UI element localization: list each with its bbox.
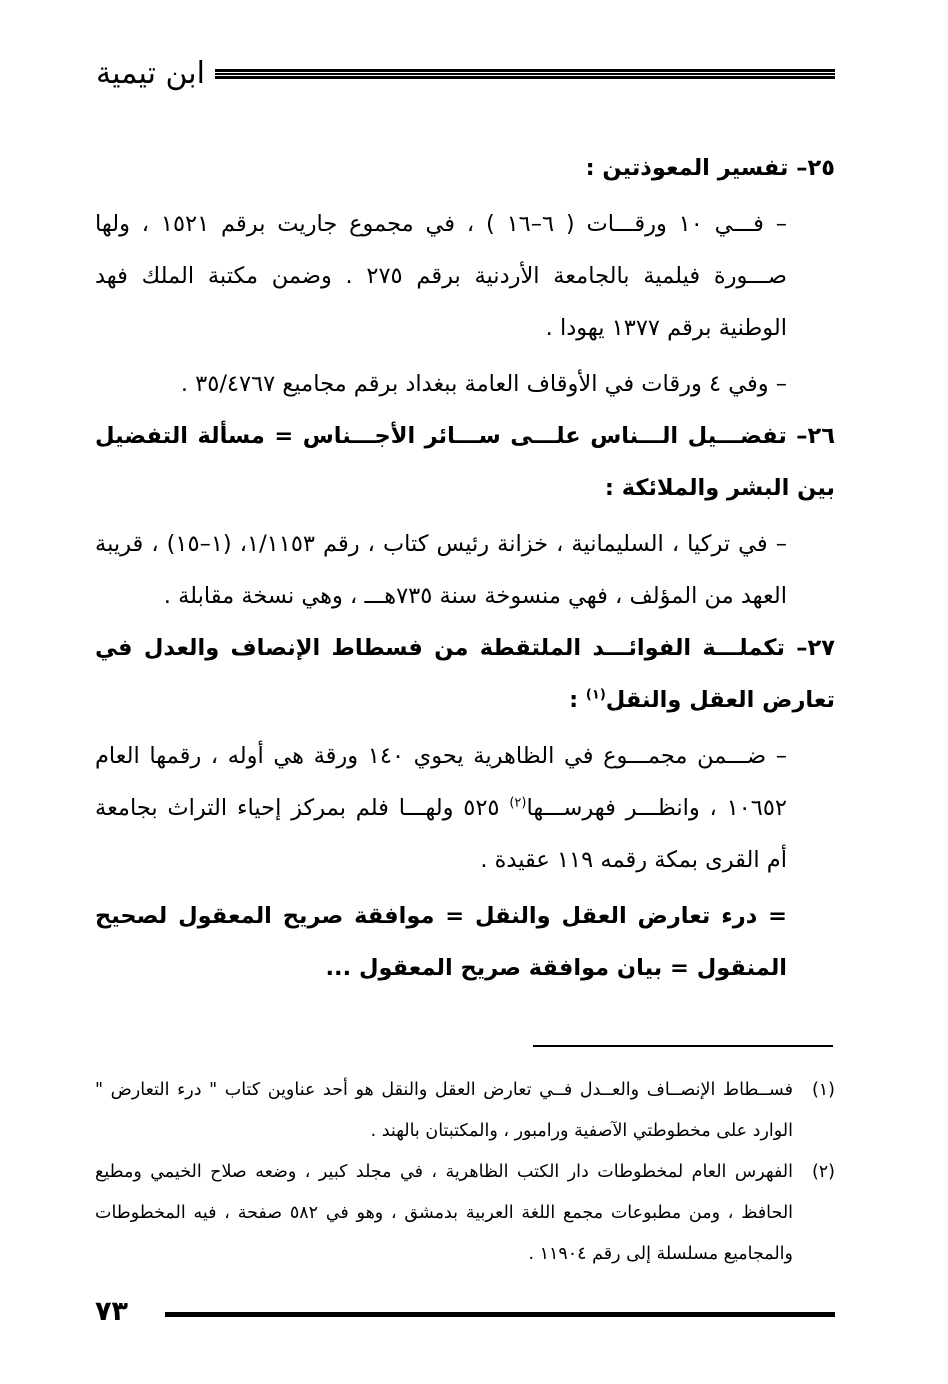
page-number: ٧٣: [95, 1296, 128, 1327]
footnote-2-text: الفهرس العام لمخطوطات دار الكتب الظاهرية ، في مجلد كبير ، وضعه صلاح الخيمي ومطيع الحافظ ، ومن مطبوعات مجمع اللغة العربية بدمشق ، وهو في ٥٨٢ صفحة ، فيه المخطوطات والمجاميع مسلسلة إلى رقم ١١٩٠٤ .: [95, 1162, 794, 1264]
paragraph-26: [95, 518, 835, 622]
page-footer: [95, 1294, 835, 1330]
paragraph-27a-tail: ٥٢٥ ولهـــا فلم بمركز إحياء التراث بجامعة أم القرى بمكة رقمه ١١٩ عقيدة .: [95, 795, 787, 873]
footnote-1: [95, 1070, 835, 1152]
running-header: [95, 52, 835, 96]
section-heading-26-text: ٢٦– تفضـــيل الـــناس علـــى ســـائر الأجـــناس = مسألة التفضيل بين البشر والملائكة :: [95, 423, 835, 501]
running-header-title: ابن تيمية: [96, 56, 205, 91]
section-heading-27-tail: :: [569, 687, 586, 713]
main-text: [95, 142, 835, 994]
footnote-1-text: فســطاط الإنصــاف والعــدل فــي تعارض العقل والنقل هو أحد عناوين كتاب " درء التعارض " الوارد على مخطوطتي الآصفية ورامبور ، والمكتبتان بالهند .: [95, 1080, 793, 1141]
footnotes: [95, 1070, 835, 1275]
section-heading-25-text: ٢٥– تفسير المعوذتين :: [585, 155, 835, 181]
paragraph-27b: [95, 890, 835, 994]
paragraph-25a-text: – فـــي ١٠ ورقـــات ( ٦–١٦ ) ، في مجموع جاريت برقم ١٥٢١ ، ولها صـــورة فيلمية بالجامعة الأردنية برقم ٢٧٥ . وضمن مكتبة الملك فهد الوطنية برقم ١٣٧٧ يهودا .: [95, 211, 788, 341]
paragraph-27a: [95, 730, 835, 886]
footnote-2-number: (٢): [811, 1162, 835, 1182]
section-heading-27-text: ٢٧– تكملـــة الفوائـــد الملتقطة من فسطاط الإنصاف والعدل في تعارض العقل والنقل: [95, 635, 835, 713]
footer-rule: [165, 1312, 835, 1317]
footnote-2: [95, 1152, 835, 1275]
section-heading-27: [95, 622, 835, 726]
paragraph-27a-text: – ضـــمن مجمـــوع في الظاهرية يحوي ١٤٠ ورقة هي أوله ، رقمها العام ١٠٦٥٢ ، وانظـــر فهرســـها: [95, 743, 788, 821]
paragraph-25a: [95, 198, 835, 354]
footnote-ref-2: (٢): [509, 795, 527, 811]
paragraph-27b-text: = درء تعارض العقل والنقل = موافقة صريح المعقول لصحيح المنقول = بيان موافقة صريح المعقول ...: [95, 903, 787, 981]
header-rule: [215, 69, 835, 79]
paragraph-26-text: – في تركيا ، السليمانية ، خزانة رئيس كتاب ، رقم ١/١١٥٣، (١–١٥) ، قريبة العهد من المؤلف ، فهي منسوخة سنة ٧٣٥هـــ ، وهي نسخة مقابلة .: [95, 531, 787, 609]
footnote-ref-1: (١): [585, 687, 606, 703]
paragraph-25b-text: – وفي ٤ ورقات في الأوقاف العامة ببغداد برقم مجاميع ٣٥/٤٧٦٧ .: [180, 371, 787, 397]
section-heading-25: [95, 142, 835, 194]
paragraph-25b: [95, 358, 835, 410]
footnote-separator: [533, 1045, 833, 1047]
section-heading-26: [95, 410, 835, 514]
footnote-1-number: (١): [811, 1080, 835, 1100]
